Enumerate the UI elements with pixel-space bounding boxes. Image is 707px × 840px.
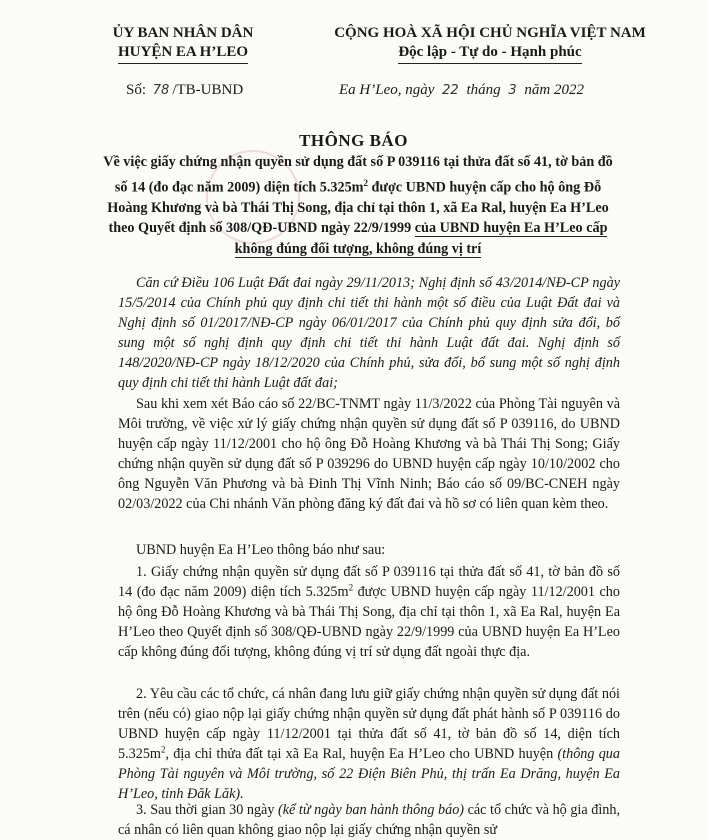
date-day: 22 (442, 83, 459, 98)
item-3-text-cont: các tổ chức và hộ gia đình, cá nhân có liên quan không giao nộp lại giấy chứng nhận quyền sử (118, 802, 620, 838)
item-3-note: (kể từ ngày ban hành thông báo) (278, 802, 465, 818)
date-place: Ea H’Leo, ngày (339, 82, 435, 98)
subject-superscript: 2 (363, 177, 368, 188)
item-2-superscript: 2 (160, 744, 166, 755)
issue-date (339, 82, 584, 99)
subject-text-cont: được UBND huyện cấp cho hộ ông Đỗ Hoàng Khương và bà Thái Thị Song, địa chỉ tại thôn 1, xã Ea Ral, huyện Ea H’Leo theo Quyết định số 308/QĐ-UBND ngày 22/9/1999 (107, 179, 609, 237)
item-2-text: 2. Yêu cầu các tổ chức, cá nhân đang lưu giữ giấy chứng nhận quyền sử dụng đất nói trên (nếu có) giao nộp lại giấy chứng nhận quyền sử dụng đất phát hành số P 039116 do UBND huyện cấp ngày 11/12/2001 tại thửa đất số 41, tờ bản đồ số 14, diện tích 5.325m (118, 686, 620, 762)
item-1 (118, 562, 620, 662)
legal-basis-paragraph: Căn cứ Điều 106 Luật Đất đai ngày 29/11/2013; Nghị định số 43/2014/NĐ-CP ngày 15/5/2014 của Chính phủ quy định chi tiết thi hành một số điều của Luật Đất đai và Nghị định số 01/2017/NĐ-CP ngày 06/01/2017 của Chính phủ quy định sửa đổi, bổ sung một số nghị định quy định chi tiết thi hành Luật đất đai. Nghị định số 148/2020/NĐ-CP ngày 18/12/2020 của Chính phủ, sửa đổi, bổ sung một số nghị định quy định chi tiết thi hành Luật đất đai; (118, 275, 620, 391)
authority-line-2: HUYỆN EA H’LEO (118, 43, 248, 64)
item-3-text: 3. Sau thời gian 30 ngày (136, 802, 279, 818)
date-month-label: tháng (466, 82, 501, 98)
subject-last-line: của UBND huyện Ea H’Leo cấp không đúng đối tượng, không đúng vị trí (234, 220, 608, 257)
date-month: 3 (508, 83, 517, 98)
authority-line-1: ỦY BAN NHÂN DÂN (112, 25, 254, 41)
doc-number-handwritten: 78 (152, 83, 170, 98)
doc-number-prefix: Số: (126, 82, 147, 98)
item-2-text-cont: , địa chỉ thửa đất tại xã Ea Ral, huyện Ea H’Leo cho UBND huyện (165, 746, 558, 762)
notice-intro: UBND huyện Ea H’Leo thông báo như sau: (136, 542, 386, 558)
document-number (126, 82, 243, 99)
item-1-text-cont: được UBND huyện cấp ngày 11/12/2001 cho hộ ông Đỗ Hoàng Khương và bà Thái Thị Song, địa chỉ tại thôn 1, xã Ea Ral, huyện Ea H’Leo theo Quyết định số 308/QĐ-UBND ngày 22/9/1999 của UBND huyện Ea H’Leo cấp không đúng đối tượng, không đúng vị trí sử dụng đất ngoài thực địa. (118, 584, 620, 660)
document-subject (98, 152, 618, 259)
nation-name: CỘNG HOÀ XÃ HỘI CHỦ NGHĨA VIỆT NAM (334, 25, 646, 41)
item-3 (118, 800, 620, 840)
review-paragraph: Sau khi xem xét Báo cáo số 22/BC-TNMT ngày 11/3/2022 của Phòng Tài nguyên và Môi trường, về việc xử lý giấy chứng nhận quyền sử dụng đất số P 039116, do UBND huyện cấp ngày 11/12/2001 cho hộ ông Đỗ Hoàng Khương và bà Thái Thị Song; Giấy chứng nhận quyền sử dụng đất số P 039296 do UBND huyện cấp ngày 10/10/2002 cho ông Nguyễn Văn Phương và bà Đinh Thị Vĩnh Ninh; Báo cáo số 09/BC-CNEH ngày 02/03/2022 của Chi nhánh Văn phòng đăng ký đất đai và hồ sơ có liên quan kèm theo. (118, 396, 620, 512)
subject-text: Về việc giấy chứng nhận quyền sử dụng đất số P 039116 tại thửa đất số 41, tờ bản đồ số 14 (đo đạc năm 2009) diện tích 5.325m (103, 154, 613, 196)
item-1-superscript: 2 (348, 582, 354, 593)
doc-number-suffix: /TB-UBND (172, 82, 244, 98)
date-year: năm 2022 (524, 82, 584, 98)
issuing-authority (78, 24, 288, 64)
national-header (300, 24, 680, 64)
document-title: THÔNG BÁO (299, 131, 408, 150)
item-2-address: (thông qua Phòng Tài nguyên và Môi trường, số 22 Điện Biên Phủ, thị trấn Ea Drăng, huyện Ea H’Leo, tỉnh Đăk Lăk). (118, 746, 620, 802)
item-1-text: 1. Giấy chứng nhận quyền sử dụng đất số P 039116 tại thửa đất số 41, tờ bản đồ số 14 (đo đạc năm 2009) diện tích 5.325m (118, 564, 620, 600)
national-motto: Độc lập - Tự do - Hạnh phúc (398, 43, 581, 64)
item-2 (118, 684, 620, 804)
